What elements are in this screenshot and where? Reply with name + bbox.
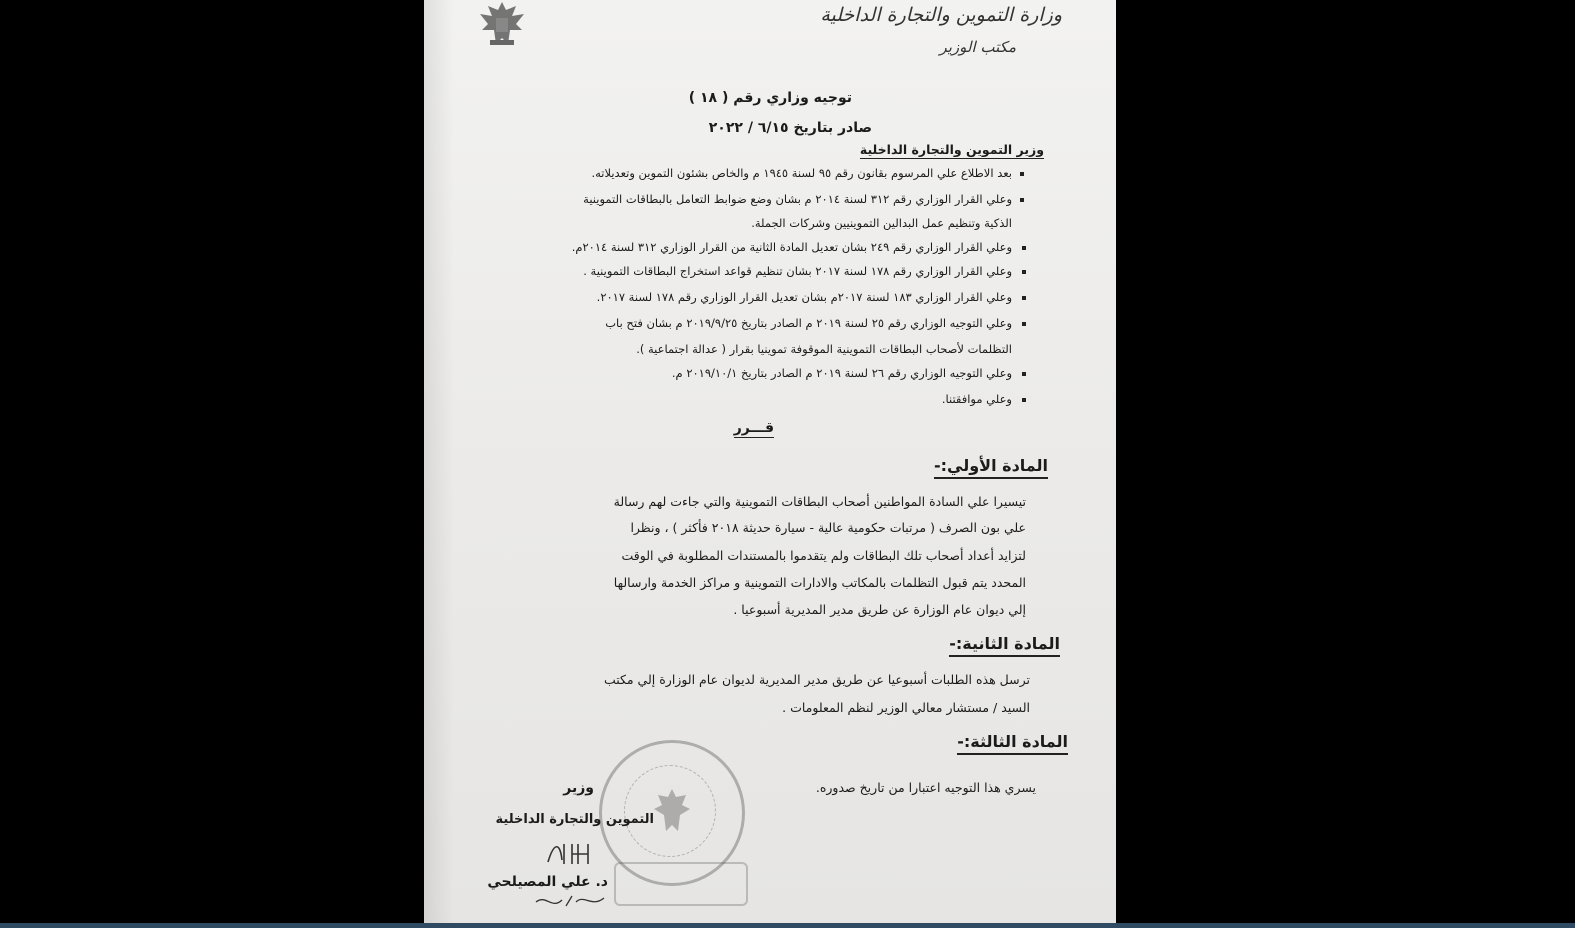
article-2-line: السيد / مستشار معالي الوزير لنظم المعلومات . bbox=[782, 700, 1030, 715]
bullet-dot bbox=[1022, 246, 1026, 250]
minister-line: وزير التموين والتجارة الداخلية bbox=[859, 142, 1044, 157]
preamble-item: بعد الاطلاع علي المرسوم بقانون رقم ٩٥ لسنة ١٩٤٥ م والخاص بشئون التموين وتعديلاته. bbox=[591, 166, 1012, 180]
bullet-dot bbox=[1022, 270, 1026, 274]
article-2-line: ترسل هذه الطلبات أسبوعيا عن طريق مدير المديرية لديوان عام الوزارة إلي مكتب bbox=[603, 672, 1030, 687]
preamble-item: وعلي التوجيه الوزاري رقم ٢٦ لسنة ٢٠١٩ م الصادر بتاريخ ٢٠١٩/١٠/١ م. bbox=[671, 366, 1012, 380]
preamble-item: وعلي القرار الوزاري رقم ١٧٨ لسنة ٢٠١٧ بشان تنظيم قواعد استخراج البطاقات التموينية . bbox=[583, 264, 1012, 278]
preamble-item: التظلمات لأصحاب البطاقات التموينية الموقوفة تموينيا بقرار ( عدالة اجتماعية ). bbox=[636, 342, 1012, 356]
article-1-line: لتزايد أعداد أصحاب تلك البطاقات ولم يتقدموا بالمستندات المطلوبة في الوقت bbox=[621, 548, 1026, 563]
ministry-header: وزارة التموين والتجارة الداخلية bbox=[820, 4, 1062, 26]
bullet-dot bbox=[1022, 296, 1026, 300]
article-1-line: المحدد يتم قبول التظلمات بالمكاتب والادارات التموينية و مراكز الخدمة وارسالها bbox=[613, 575, 1026, 590]
signature-title: وزير bbox=[563, 780, 594, 796]
decision-word: قـــرر bbox=[733, 420, 774, 436]
article-1-title: المادة الأولي:- bbox=[934, 456, 1048, 479]
preamble-item: وعلي القرار الوزاري رقم ٣١٢ لسنة ٢٠١٤ م بشان وضع ضوابط التعامل بالبطاقات التموينية bbox=[583, 192, 1012, 206]
bullet-dot bbox=[1020, 198, 1024, 202]
handwritten-signature-icon bbox=[544, 838, 604, 868]
page-shadow bbox=[424, 0, 454, 923]
issue-date: صادر بتاريخ ٦/١٥ / ٢٠٢٢ bbox=[708, 120, 872, 136]
preamble-item: الذكية وتنظيم عمل البدالين التموينيين وشركات الجملة. bbox=[751, 216, 1012, 230]
article-1-line: تيسيرا علي السادة المواطنين أصحاب البطاقات التموينية والتي جاءت لهم رسالة bbox=[613, 494, 1026, 509]
preamble-item: وعلي التوجيه الوزاري رقم ٢٥ لسنة ٢٠١٩ م الصادر بتاريخ ٢٠١٩/٩/٢٥ م بشان فتح باب bbox=[605, 316, 1012, 330]
preamble-item: وعلي موافقتنا. bbox=[941, 392, 1012, 406]
article-3-line: يسري هذا التوجيه اعتبارا من تاريخ صدوره. bbox=[815, 780, 1036, 795]
handwritten-date-icon bbox=[532, 892, 612, 912]
office-header: مكتب الوزير bbox=[939, 38, 1016, 56]
signature-ministry: التموين والتجارة الداخلية bbox=[495, 812, 654, 827]
signature-name: د. علي المصيلحي bbox=[487, 874, 608, 890]
eagle-emblem-icon bbox=[472, 0, 532, 48]
bullet-dot bbox=[1022, 398, 1026, 402]
bullet-dot bbox=[1022, 372, 1026, 376]
date-stamp bbox=[614, 862, 748, 906]
viewer-bottom-bar bbox=[0, 923, 1575, 928]
seal-eagle-icon bbox=[650, 787, 694, 837]
directive-number: توجيه وزاري رقم ( ١٨ ) bbox=[688, 90, 852, 106]
bullet-dot bbox=[1020, 172, 1024, 176]
article-2-title: المادة الثانية:- bbox=[949, 634, 1060, 657]
article-1-line: إلي ديوان عام الوزارة عن طريق مدير المديرية أسبوعيا . bbox=[733, 602, 1026, 617]
bullet-dot bbox=[1022, 322, 1026, 326]
preamble-item: وعلي القرار الوزاري ١٨٣ لسنة ٢٠١٧م بشان تعديل القرار الوزاري رقم ١٧٨ لسنة ٢٠١٧. bbox=[596, 290, 1012, 304]
document-page bbox=[424, 0, 1116, 923]
preamble-item: وعلي القرار الوزاري رقم ٢٤٩ بشان تعديل المادة الثانية من القرار الوزاري ٣١٢ لسنة ٢٠١٤م. bbox=[571, 240, 1012, 254]
article-3-title: المادة الثالثة:- bbox=[957, 732, 1068, 755]
article-1-line: علي بون الصرف ( مرتبات حكومية عالية - سيارة حديثة ٢٠١٨ فأكثر ) ، ونظرا bbox=[630, 520, 1026, 535]
